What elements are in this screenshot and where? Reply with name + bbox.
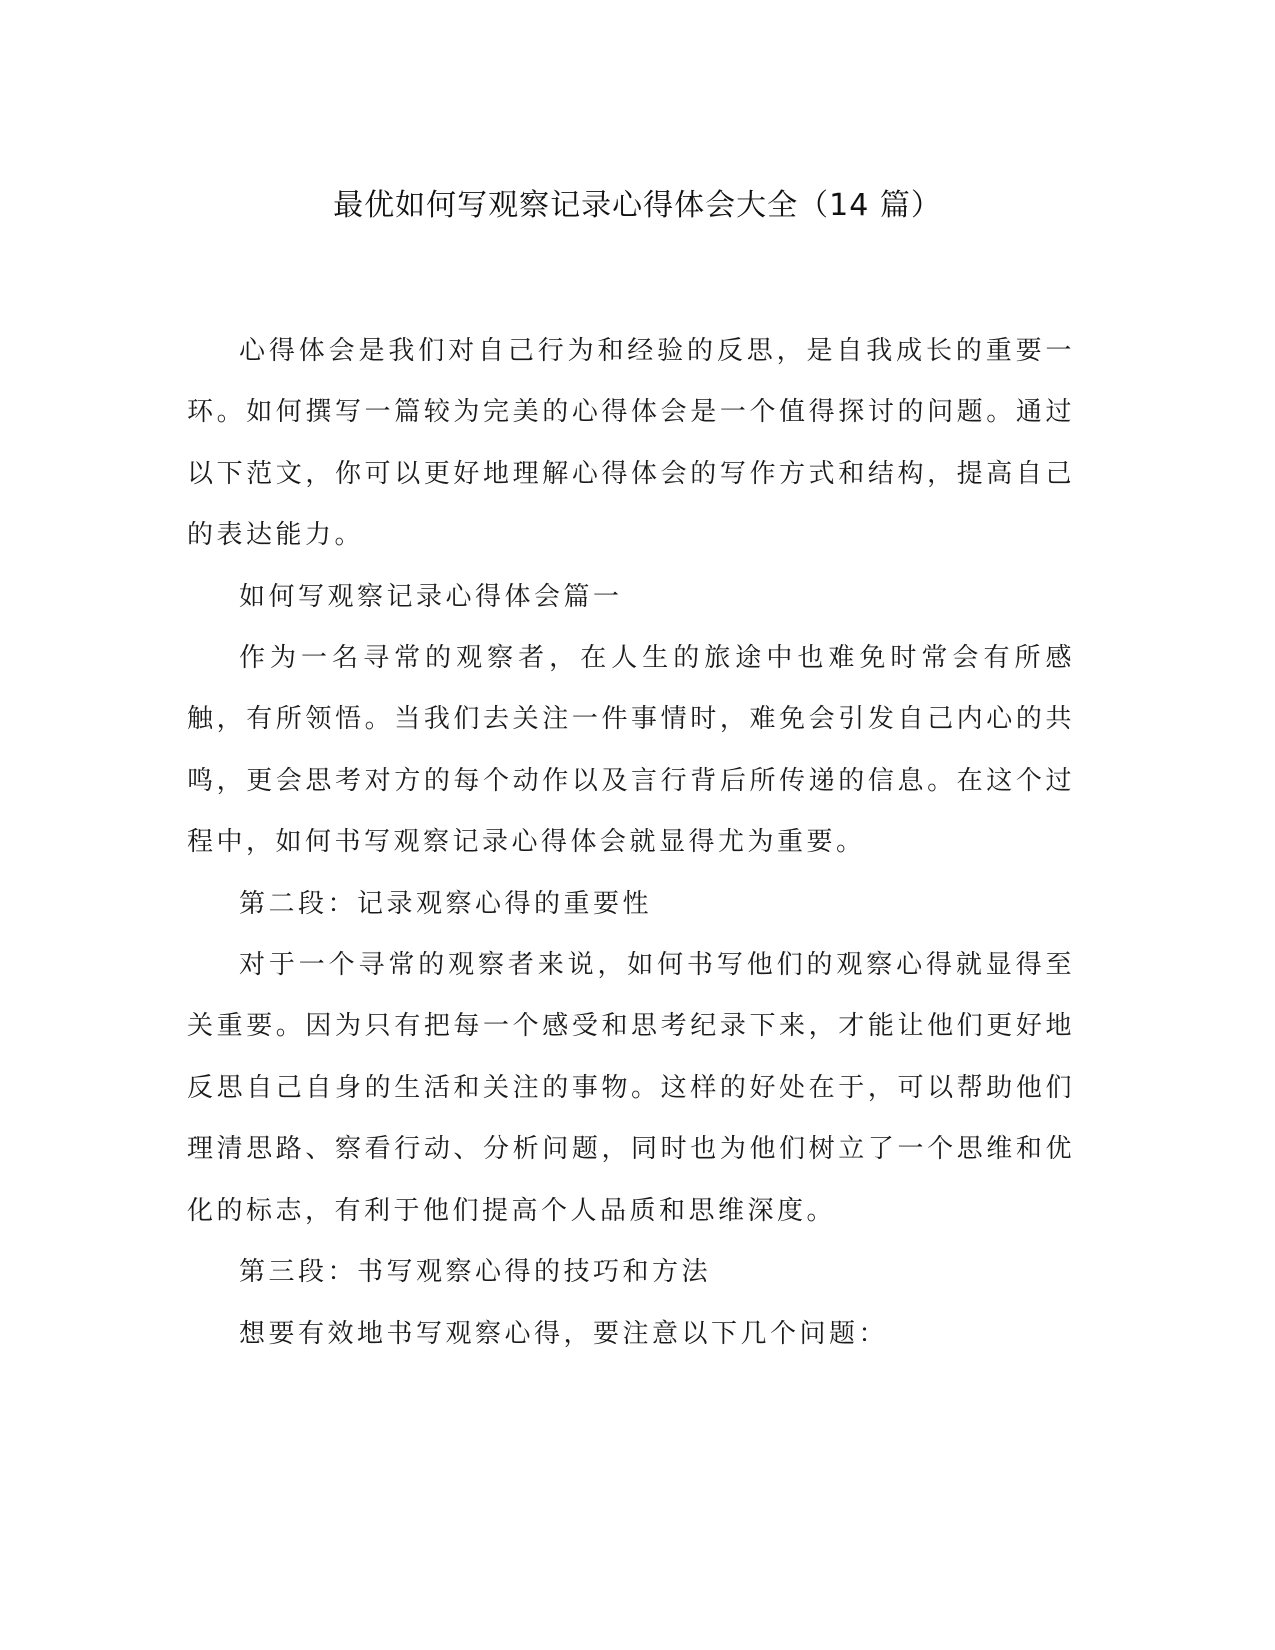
document-body — [187, 321, 1075, 1365]
body-paragraph: 对于一个寻常的观察者来说，如何书写他们的观察心得就显得至关重要。因为只有把每一个感受和思考纪录下来，才能让他们更好地反思自己自身的生活和关注的事物。这样的好处在于，可以帮助他们理清思路、察看行动、分析问题，同时也为他们树立了一个思维和优化的标志，有利于他们提高个人品质和思维深度。 — [187, 950, 1075, 1226]
section-heading-paragraph-three: 第三段：书写观察心得的技巧和方法 — [239, 1257, 712, 1288]
document-title: 最优如何写观察记录心得体会大全（14 篇） — [333, 188, 942, 223]
intro-paragraph: 心得体会是我们对自己行为和经验的反思，是自我成长的重要一环。如何撰写一篇较为完美的心得体会是一个值得探讨的问题。通过以下范文，你可以更好地理解心得体会的写作方式和结构，提高自己的表达能力。 — [187, 336, 1075, 551]
body-paragraph: 作为一名寻常的观察者，在人生的旅途中也难免时常会有所感触，有所领悟。当我们去关注一件事情时，难免会引发自己内心的共鸣，更会思考对方的每个动作以及言行背后所传递的信息。在这个过程中，如何书写观察记录心得体会就显得尤为重要。 — [187, 643, 1075, 858]
section-heading-paragraph-two: 第二段：记录观察心得的重要性 — [239, 888, 653, 919]
section-heading-part-one: 如何写观察记录心得体会篇一 — [239, 581, 623, 612]
body-paragraph: 想要有效地书写观察心得，要注意以下几个问题： — [239, 1318, 889, 1349]
